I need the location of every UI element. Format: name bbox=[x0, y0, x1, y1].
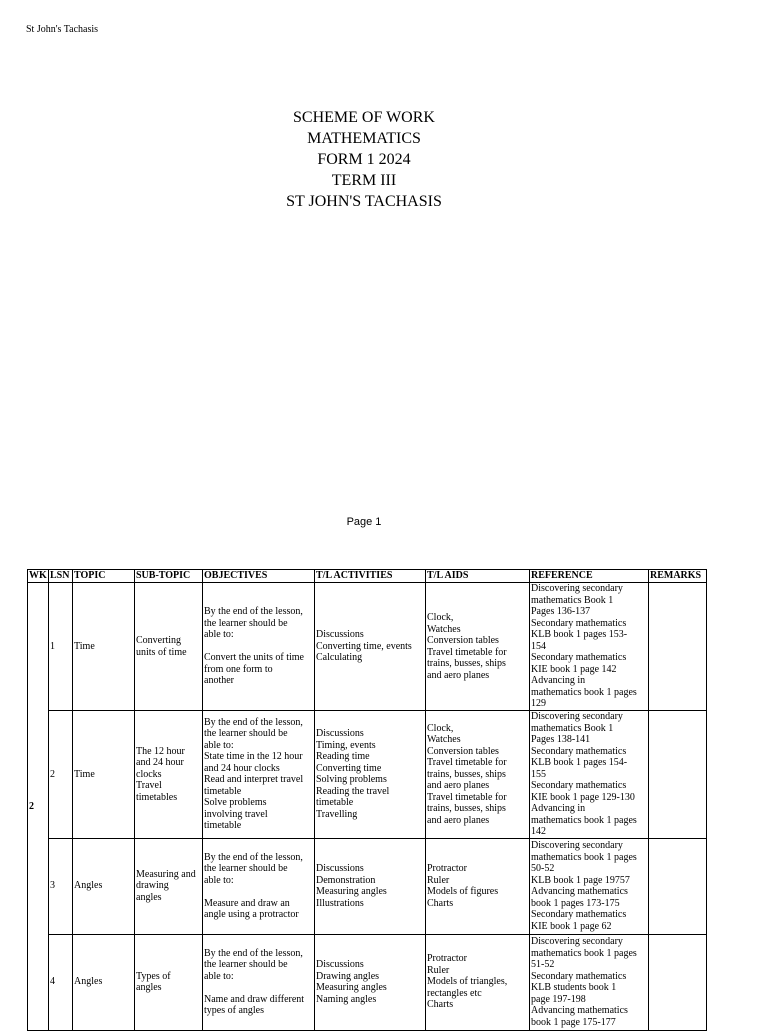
title-line-1: SCHEME OF WORK bbox=[293, 109, 435, 126]
remarks-cell bbox=[649, 711, 707, 839]
aids-cell: Clock, Watches Conversion tables Travel timetable for trains, busses, ships and aero planes bbox=[426, 583, 530, 711]
activities-cell: Discussions Drawing angles Measuring angles Naming angles bbox=[315, 934, 426, 1030]
col-header-topic: TOPIC bbox=[73, 570, 135, 583]
topic-cell: Time bbox=[73, 711, 135, 839]
col-header-reference: REFERENCE bbox=[530, 570, 649, 583]
subtopic-cell: The 12 hour and 24 hour clocks Travel timetables bbox=[135, 711, 203, 839]
table-row bbox=[28, 711, 707, 839]
col-header-lsn: LSN bbox=[49, 570, 73, 583]
objectives-cell: By the end of the lesson, the learner should be able to: Name and draw different types of angles bbox=[203, 934, 315, 1030]
subtopic-cell: Converting units of time bbox=[135, 583, 203, 711]
aids-cell: Protractor Ruler Models of triangles, rectangles etc Charts bbox=[426, 934, 530, 1030]
objectives-cell: By the end of the lesson, the learner should be able to: Convert the units of time from one form to another bbox=[203, 583, 315, 711]
running-header: St John's Tachasis bbox=[26, 24, 99, 35]
col-header-aids: T/L AIDS bbox=[426, 570, 530, 583]
title-line-4: TERM III bbox=[331, 172, 397, 189]
topic-cell: Time bbox=[73, 583, 135, 711]
title-line-2: MATHEMATICS bbox=[307, 130, 421, 147]
reference-cell: Discovering secondary mathematics Book 1 Pages 138-141 Secondary mathematics KLB book 1 pages 154- 155 Secondary mathematics KIE book 1 page 129-130 Advancing in mathematics book 1 pages 142 bbox=[530, 711, 649, 839]
objectives-cell: By the end of the lesson, the learner should be able to: State time in the 12 hour and 24 hour clocks Read and interpret travel timetable Solve problems involving travel timetable bbox=[203, 711, 315, 839]
table-row bbox=[28, 838, 707, 934]
reference-cell: Discovering secondary mathematics Book 1 Pages 136-137 Secondary mathematics KLB book 1 pages 153- 154 Secondary mathematics KIE book 1 page 142 Advancing in mathematics book 1 pages 129 bbox=[530, 583, 649, 711]
topic-cell: Angles bbox=[73, 934, 135, 1030]
subtopic-cell: Types of angles bbox=[135, 934, 203, 1030]
objectives-cell: By the end of the lesson, the learner should be able to: Measure and draw an angle using a protractor bbox=[203, 838, 315, 934]
activities-cell: Discussions Demonstration Measuring angles Illustrations bbox=[315, 838, 426, 934]
lsn-cell: 2 bbox=[49, 711, 73, 839]
title-line-3: FORM 1 2024 bbox=[317, 151, 411, 168]
reference-cell: Discovering secondary mathematics book 1 pages 50-52 KLB book 1 page 19757 Advancing mathematics book 1 pages 173-175 Secondary mathematics KIE book 1 page 62 bbox=[530, 838, 649, 934]
topic-cell: Angles bbox=[73, 838, 135, 934]
table-row bbox=[28, 934, 707, 1030]
table-row bbox=[28, 583, 707, 711]
title-line-5: ST JOHN'S TACHASIS bbox=[286, 193, 442, 210]
remarks-cell bbox=[649, 934, 707, 1030]
table-header-row bbox=[28, 570, 707, 583]
col-header-subtopic: SUB-TOPIC bbox=[135, 570, 203, 583]
aids-cell: Clock, Watches Conversion tables Travel timetable for trains, busses, ships and aero planes Travel timetable for trains, busses, ships and aero planes bbox=[426, 711, 530, 839]
remarks-cell bbox=[649, 583, 707, 711]
col-header-remarks: REMARKS bbox=[649, 570, 707, 583]
col-header-objectives: OBJECTIVES bbox=[203, 570, 315, 583]
lsn-cell: 1 bbox=[49, 583, 73, 711]
scheme-of-work-table bbox=[27, 569, 707, 1031]
activities-cell: Discussions Timing, events Reading time Converting time Solving problems Reading the travel timetable Travelling bbox=[315, 711, 426, 839]
document-title bbox=[0, 107, 728, 212]
col-header-wk: WK bbox=[29, 570, 47, 582]
col-header-activities: T/L ACTIVITIES bbox=[315, 570, 426, 583]
lsn-cell: 4 bbox=[49, 934, 73, 1030]
week-cell: 2 bbox=[28, 583, 49, 1031]
activities-cell: Discussions Converting time, events Calculating bbox=[315, 583, 426, 711]
page-number: Page 1 bbox=[346, 516, 382, 528]
reference-cell: Discovering secondary mathematics book 1 pages 51-52 Secondary mathematics KLB students book 1 page 197-198 Advancing mathematics book 1 page 175-177 bbox=[530, 934, 649, 1030]
lsn-cell: 3 bbox=[49, 838, 73, 934]
remarks-cell bbox=[649, 838, 707, 934]
aids-cell: Protractor Ruler Models of figures Charts bbox=[426, 838, 530, 934]
subtopic-cell: Measuring and drawing angles bbox=[135, 838, 203, 934]
